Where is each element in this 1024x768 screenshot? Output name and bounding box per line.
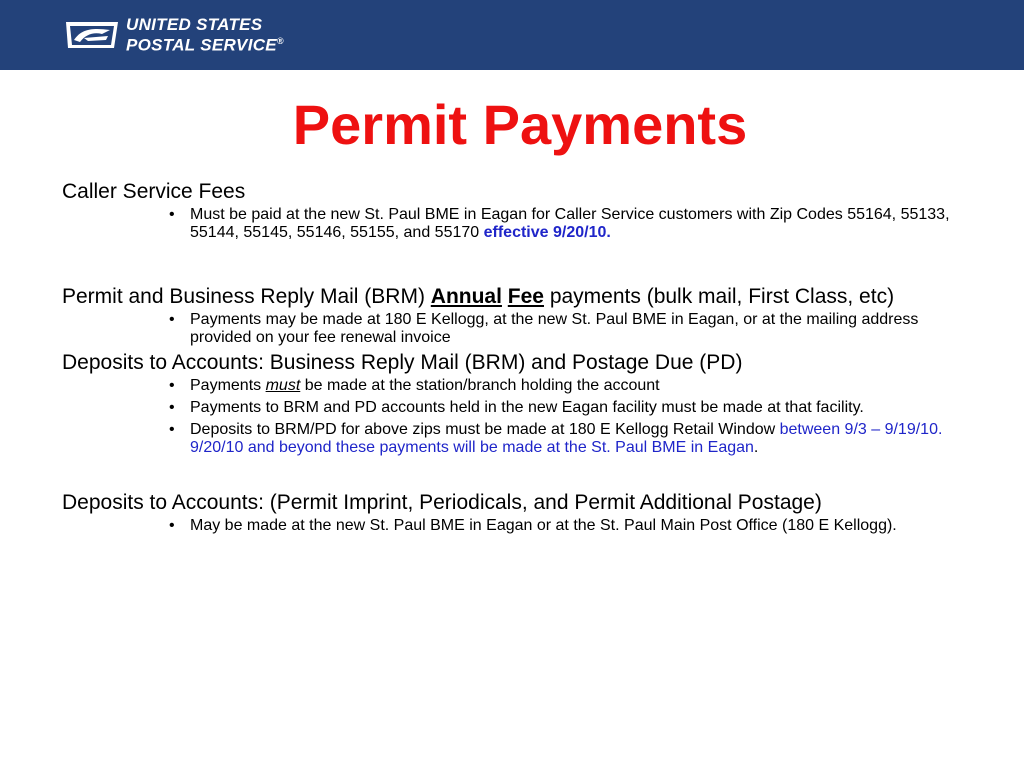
bullet-list-caller-service — [62, 206, 972, 242]
list-item: • Payments may be made at 180 E Kellogg, at the new St. Paul BME in Eagan, or at the mailing address provided on your fee renewal invoice — [166, 311, 972, 347]
eagle-icon — [64, 18, 120, 52]
list-item: • Must be paid at the new St. Paul BME in Eagan for Caller Service customers with Zip Codes 55164, 55133, 55144, 55145, 55146, 55155, and 55170 effective 9/20/10. — [166, 206, 972, 242]
annual-emphasis: Annual — [430, 285, 502, 308]
logo-text — [126, 16, 284, 54]
date-range-highlight: between 9/3 – 9/19/10. 9/20/10 and beyond these payments will be made at the St. Paul BME in Eagan — [190, 421, 943, 456]
must-emphasis: must — [265, 377, 301, 394]
slide-title: Permit Payments — [292, 93, 748, 156]
logo-line-1: UNITED STATES — [126, 15, 263, 35]
list-item: • Payments must be made at the station/branch holding the account — [166, 377, 972, 395]
list-item: • Deposits to BRM/PD for above zips must be made at 180 E Kellogg Retail Window between 9/3 – 9/19/10. 9/20/10 and beyond these payments will be made at the St. Paul BME in Eagan. — [166, 421, 972, 457]
usps-logo — [64, 16, 284, 54]
bullet-list-deposits-brm-pd — [62, 377, 972, 457]
effective-date-highlight: effective 9/20/10. — [483, 224, 611, 241]
bullet-list-permit-brm — [62, 311, 972, 347]
section-heading-deposits-brm-pd: Deposits to Accounts: Business Reply Mail (BRM) and Postage Due (PD) — [62, 351, 743, 374]
bullet-list-deposits-permit — [62, 517, 972, 535]
section-heading-deposits-permit: Deposits to Accounts: (Permit Imprint, Periodicals, and Permit Additional Postage) — [62, 491, 822, 514]
header-banner — [0, 0, 1024, 70]
list-item: • Payments to BRM and PD accounts held in the new Eagan facility must be made at that facility. — [166, 399, 972, 417]
section-heading-permit-brm: Permit and Business Reply Mail (BRM) Annual Fee payments (bulk mail, First Class, etc) — [62, 285, 895, 308]
list-item: • May be made at the new St. Paul BME in Eagan or at the St. Paul Main Post Office (180 E Kellogg). — [166, 517, 972, 535]
logo-line-2: POSTAL SERVICE — [126, 35, 277, 55]
section-heading-caller-service: Caller Service Fees — [62, 180, 246, 203]
slide-body — [62, 180, 972, 539]
registered-mark: ® — [276, 36, 284, 47]
fee-emphasis: Fee — [507, 285, 544, 308]
